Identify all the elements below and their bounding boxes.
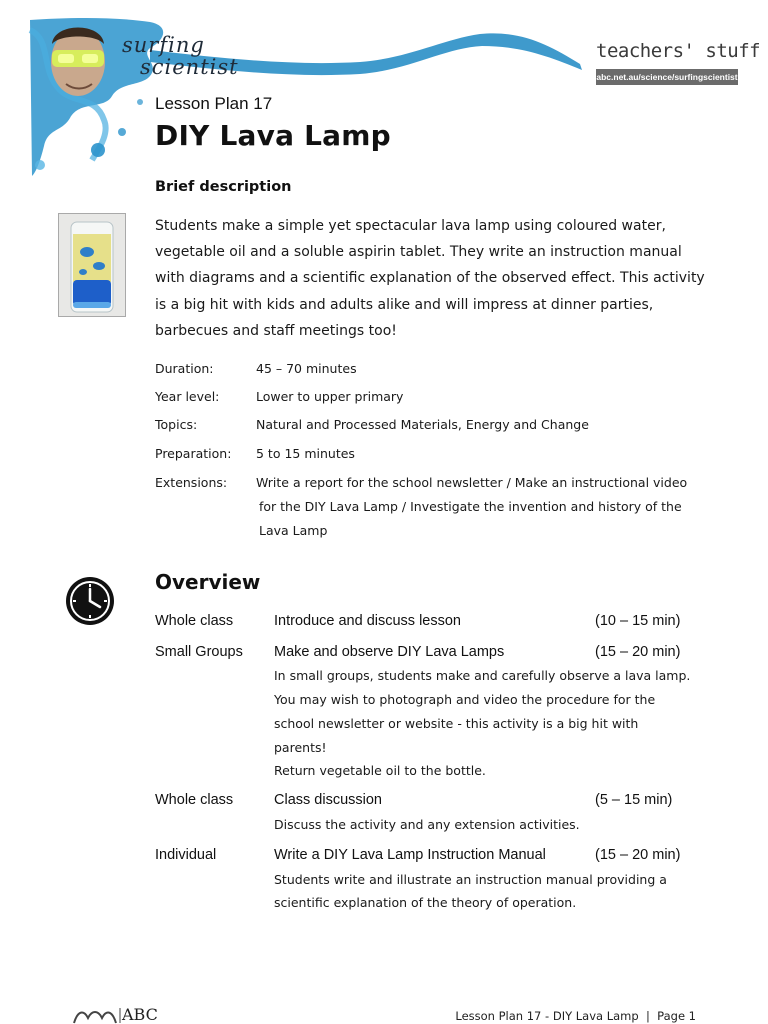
meta-label: Topics: — [155, 417, 198, 432]
abc-logo-text: ABC — [122, 1005, 158, 1024]
brief-description-text — [155, 213, 715, 344]
overview-who: Individual — [155, 847, 217, 863]
overview-detail: In small groups, students make and carefully observe a lava lamp. — [274, 668, 691, 683]
meta-value: Natural and Processed Materials, Energy and Change — [256, 417, 589, 432]
overview-detail: school newsletter or website - this activity is a big hit with — [274, 716, 639, 731]
teachers-stuff-title: teachers' stuff — [596, 40, 761, 62]
brand-line-2: scientist — [140, 55, 239, 79]
overview-time: (15 – 20 min) — [595, 847, 681, 863]
overview-who: Whole class — [155, 792, 234, 808]
overview-time: (5 – 15 min) — [595, 792, 673, 808]
meta-label: Extensions: — [155, 475, 228, 490]
overview-who: Whole class — [155, 613, 234, 629]
overview-activity: Make and observe DIY Lava Lamps — [274, 644, 505, 660]
overview-activity: Class discussion — [274, 792, 382, 808]
extension-line: Lava Lamp — [259, 523, 328, 538]
overview-detail: Discuss the activity and any extension activities. — [274, 817, 580, 832]
lava-lamp-photo — [58, 213, 126, 317]
meta-label: Year level: — [155, 389, 220, 404]
overview-who: Small Groups — [155, 644, 243, 660]
overview-detail: scientific explanation of the theory of operation. — [274, 895, 577, 910]
brand-line-1: surfing — [122, 33, 205, 57]
overview-detail: parents! — [274, 740, 327, 755]
brief-description-heading: Brief description — [155, 179, 292, 195]
footer-page-info: Lesson Plan 17 - DIY Lava Lamp | Page 1 — [455, 1009, 696, 1023]
meta-value: 45 – 70 minutes — [256, 361, 357, 376]
overview-heading: Overview — [155, 570, 261, 594]
brief-line: vegetable oil and a soluble aspirin tablet. They write an instruction manual — [155, 244, 682, 261]
meta-extensions — [155, 471, 735, 551]
overview-detail: You may wish to photograph and video the procedure for the — [274, 692, 656, 707]
meta-value: 5 to 15 minutes — [256, 446, 355, 461]
extension-line: Write a report for the school newsletter / Make an instructional video — [256, 475, 688, 490]
brief-line: with diagrams and a scientific explanation of the observed effect. This activity — [155, 270, 705, 287]
meta-value: Lower to upper primary — [256, 389, 404, 404]
brief-line: Students make a simple yet spectacular lava lamp using coloured water, — [155, 218, 666, 234]
overview-time: (15 – 20 min) — [595, 644, 681, 660]
clock-icon — [64, 575, 116, 627]
meta-label: Preparation: — [155, 446, 232, 461]
page-title: DIY Lava Lamp — [155, 119, 391, 152]
overview-detail: Return vegetable oil to the bottle. — [274, 763, 486, 778]
brief-line: barbecues and staff meetings too! — [155, 322, 397, 339]
overview-detail: Students write and illustrate an instruction manual providing a — [274, 872, 667, 887]
brief-line: is a big hit with kids and adults alike and will impress at dinner parties, — [155, 296, 654, 313]
meta-label: Duration: — [155, 361, 214, 376]
lesson-label: Lesson Plan 17 — [155, 94, 273, 113]
scientist-portrait — [51, 28, 105, 97]
water-splash-art — [30, 18, 582, 176]
extension-line: for the DIY Lava Lamp / Investigate the invention and history of the — [259, 499, 682, 514]
overview-time: (10 – 15 min) — [595, 613, 681, 629]
header-banner — [0, 0, 768, 190]
overview-activity: Write a DIY Lava Lamp Instruction Manual — [274, 847, 546, 863]
overview-activity: Introduce and discuss lesson — [274, 613, 461, 629]
site-url: abc.net.au/science/surfingscientist — [596, 69, 738, 85]
